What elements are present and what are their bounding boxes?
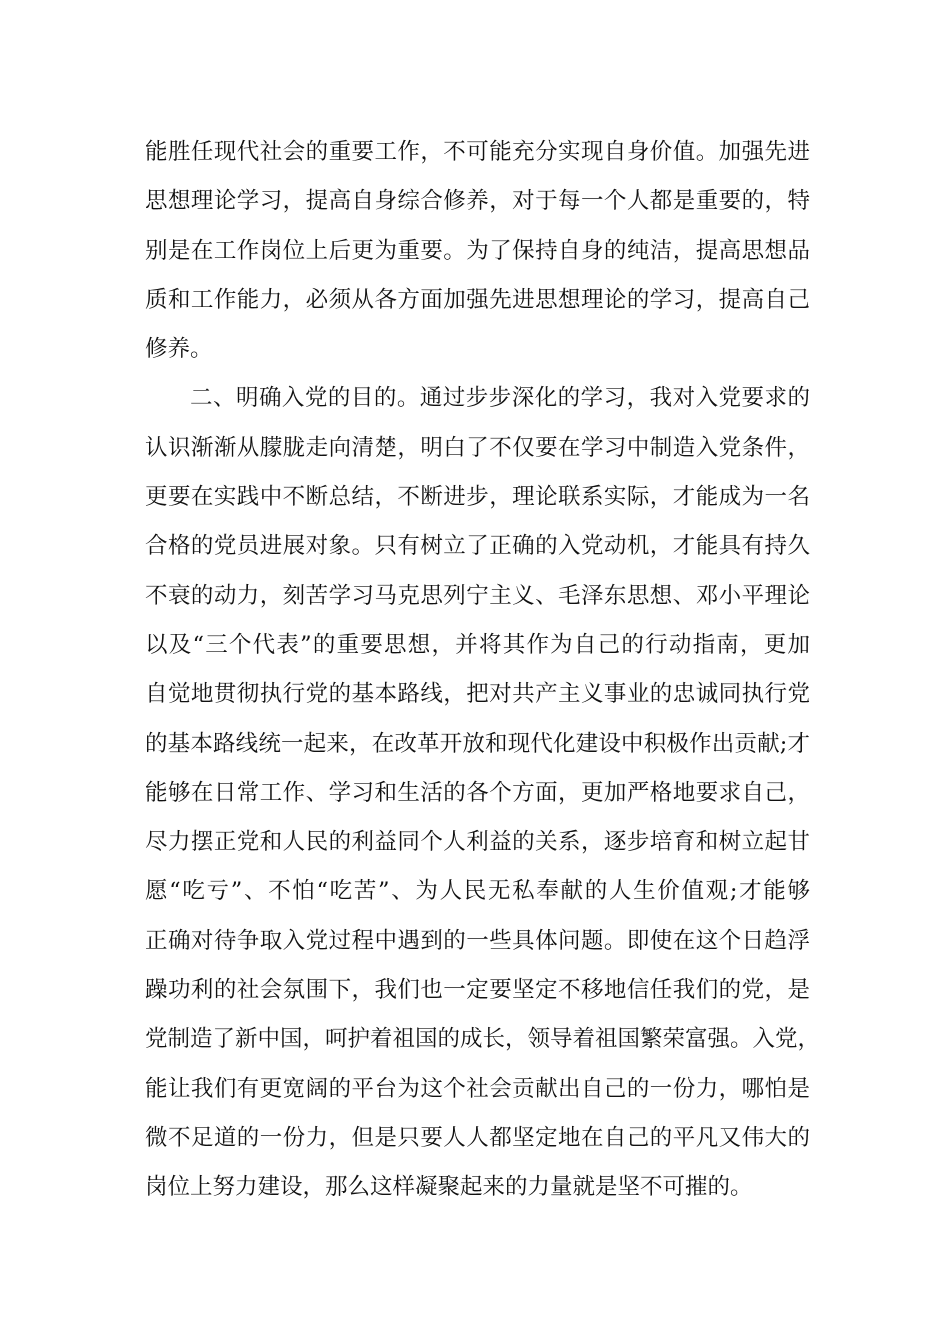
text-line: 思想理论学习，提高自身综合修养，对于每一个人都是重要的，特 (145, 188, 810, 215)
text-line: 不衰的动力，刻苦学习马克思列宁主义、毛泽东思想、邓小平理论 (145, 582, 810, 609)
text-line: 躁功利的社会氛围下，我们也一定要坚定不移地信任我们的党，是 (145, 977, 810, 1004)
text-line: 的基本路线统一起来，在改革开放和现代化建设中积极作出贡献;才 (145, 730, 810, 757)
text-line: 能够在日常工作、学习和生活的各个方面，更加严格地要求自己， (145, 779, 810, 806)
text-line: 正确对待争取入党过程中遇到的一些具体问题。即使在这个日趋浮 (145, 927, 810, 954)
text-line: 修养。 (145, 336, 213, 363)
text-line: 更要在实践中不断总结，不断进步，理论联系实际，才能成为一名 (145, 484, 810, 511)
text-line: 合格的党员进展对象。只有树立了正确的入党动机，才能具有持久 (145, 533, 810, 560)
text-line: 岗位上努力建设，那么这样凝聚起来的力量就是坚不可摧的。 (145, 1174, 753, 1201)
body-text (145, 128, 821, 1213)
text-line: 自觉地贯彻执行党的基本路线，把对共产主义事业的忠诚同执行党 (145, 681, 810, 708)
text-line: 尽力摆正党和人民的利益同个人利益的关系，逐步培育和树立起甘 (145, 829, 810, 856)
text-line: 能让我们有更宽阔的平台为这个社会贡献出自己的一份力，哪怕是 (145, 1075, 810, 1102)
text-line: 党制造了新中国，呵护着祖国的成长，领导着祖国繁荣富强。入党， (145, 1026, 821, 1053)
text-line: 以及“三个代表”的重要思想，并将其作为自己的行动指南，更加 (145, 631, 810, 658)
paragraph-first-line: 二、明确入党的目的。通过步步深化的学习，我对入党要求的 (190, 385, 810, 412)
text-line: 愿“吃亏”、不怕“吃苦”、为人民无私奉献的人生价值观;才能够 (145, 878, 810, 905)
text-line: 能胜任现代社会的重要工作，不可能充分实现自身价值。加强先进 (145, 139, 810, 165)
text-line: 微不足道的一份力，但是只要人人都坚定地在自己的平凡又伟大的 (145, 1124, 810, 1151)
text-line: 别是在工作岗位上后更为重要。为了保持自身的纯洁，提高思想品 (145, 237, 810, 264)
text-line: 认识渐渐从朦胧走向清楚，明白了不仅要在学习中制造入党条件， (145, 434, 810, 461)
text-line: 质和工作能力，必须从各方面加强先进思想理论的学习，提高自己 (145, 286, 810, 313)
